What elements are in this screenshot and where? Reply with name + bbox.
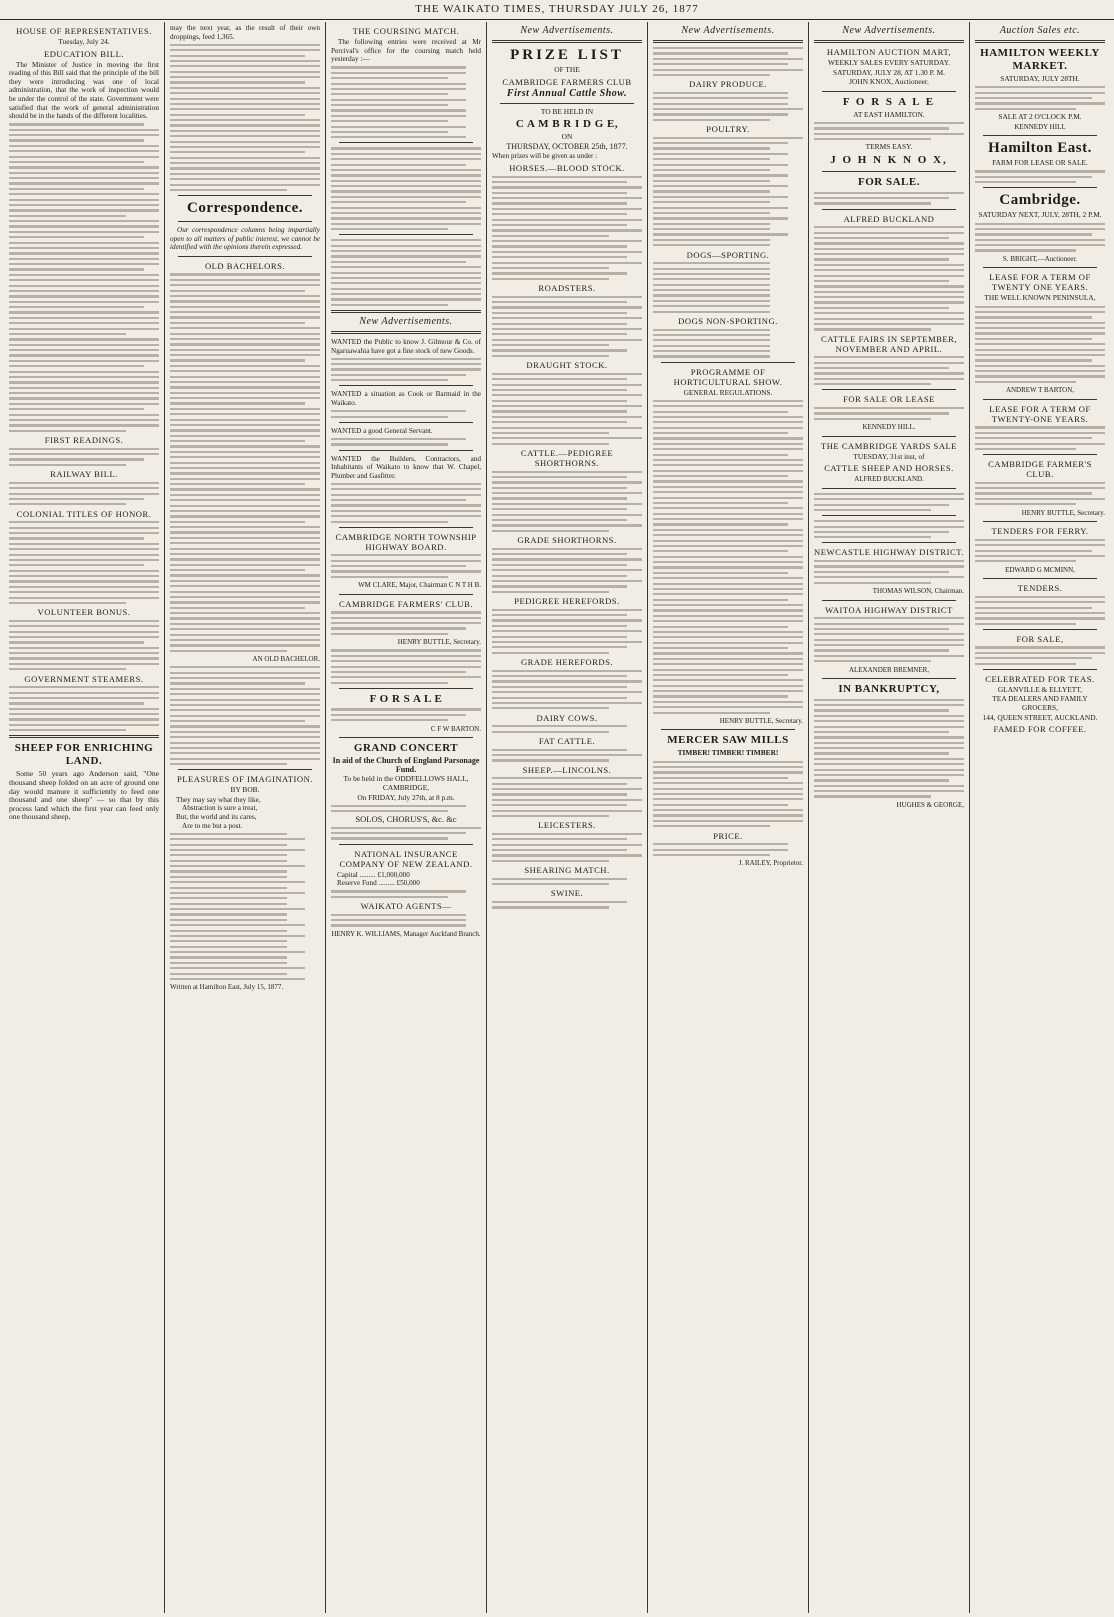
at-east-hamilton: AT EAST HAMILTON. (853, 109, 925, 119)
heading-newcastle: NEWCASTLE HIGHWAY DISTRICT. (814, 547, 964, 558)
concert-solos: SOLOS, CHORUS'S, &c. &c (355, 814, 457, 825)
heading-sale-or-lease: FOR SALE OR LEASE (843, 394, 935, 405)
column-3 (326, 22, 487, 1613)
heading-weekly-market: HAMILTON WEEKLY MARKET. (980, 47, 1100, 72)
column-4 (487, 22, 648, 1613)
column-2 (165, 22, 326, 1613)
advert: WANTED the Public to know J. Gilmour & Co. of Ngaruawahia have got a fine stock of new Goods. (331, 337, 481, 355)
to-be-held: TO BE HELD IN (540, 106, 594, 116)
class-heading: POULTRY. (706, 124, 750, 135)
verse-line: Abstraction is sure a treat, (182, 804, 258, 813)
signature: EDWARD G MCMINN, (1005, 565, 1075, 574)
signature: AN OLD BACHELOR. (252, 655, 320, 664)
sale-date: SATURDAY, JULY 28, AT 1.30 P. M. (833, 67, 945, 77)
signature: ALFRED BUCKLAND. (854, 475, 924, 484)
heading-railway-bill: RAILWAY BILL. (50, 469, 118, 480)
heading-teas: CELEBRATED FOR TEAS. (985, 673, 1095, 684)
class-heading: ROADSTERS. (538, 283, 596, 294)
class-heading: GRADE SHORTHORNS. (517, 535, 617, 546)
auctioneer-name: J O H N K N O X, (830, 154, 948, 167)
capital: Capital ......... £1,000,000 (337, 870, 410, 879)
column-5 (648, 22, 809, 1613)
editor-note: Our correspondence columns being impartially open to all matters of public interest, we cannot be identified with the opinions therein expressed. (170, 226, 320, 252)
masthead: THE WAIKATO TIMES, THURSDAY JULY 26, 1877 (0, 0, 1114, 20)
date-line: Tuesday, July 24. (58, 37, 110, 46)
heading-education-bill: EDUCATION BILL. (43, 48, 125, 59)
grocer-trade: TEA DEALERS AND FAMILY GROCERS, (992, 694, 1088, 712)
general-regulations: GENERAL REGULATIONS. (683, 387, 773, 397)
prizes-given: When prizes will be given as under : (492, 152, 598, 161)
class-heading: CATTLE.—PEDIGREE SHORTHORNS. (520, 448, 614, 468)
class-heading: DRAUGHT STOCK. (526, 360, 608, 371)
advert: WANTED the Builders, Contractors, and Inhabitants of Waikato to know that W. Chapel, Plumber and Gasfitter. (331, 454, 481, 480)
paragraph: Some 50 years ago Anderson said, "One thousand sheep folded on an acre of ground one day would manure it sufficiently to feed one thousand and one sheep" — so that by this process land which the first year can feed only one thousand sheep, (9, 769, 159, 822)
heading-volunteer: VOLUNTEER BONUS. (37, 607, 131, 618)
heading-sheep: SHEEP FOR ENRICHING LAND. (14, 742, 154, 768)
prize-list-title: PRIZE LIST (510, 47, 624, 63)
heading-ferry: TENDERS FOR FERRY. (991, 526, 1089, 537)
signature: J. RAILEY, Proprietor. (738, 859, 803, 868)
heading-farmers-club: CAMBRIDGE FARMERS' CLUB. (339, 598, 473, 609)
grocer-name: GLANVILLE & ELLYETT, (997, 684, 1083, 694)
heading-yards-sale: THE CAMBRIDGE YARDS SALE (820, 440, 958, 451)
signature: S. BRIGHT,—Auctioneer. (1002, 254, 1078, 263)
paragraph: The Minister of Justice in moving the first reading of this Bill said that the principle of the bill they were introducing was one of local administration, that the work of inspection would be under the control of the state. Government were satisfied that the work of general administration should be in the hands of the different localities. (9, 60, 159, 121)
class-heading: SHEARING MATCH. (524, 865, 610, 876)
signature: KENNEDY HILL (1014, 122, 1066, 131)
class-heading: DOGS NON-SPORTING. (678, 315, 778, 326)
class-heading: SWINE. (550, 888, 584, 899)
advert: WANTED a situation as Cook or Barmaid in the Waikato. (331, 390, 481, 407)
column-6 (809, 22, 970, 1613)
farm-for-lease: FARM FOR LEASE OR SALE. (992, 158, 1088, 168)
section-header: New Advertisements. (842, 25, 936, 36)
verse-line: They may say what they like, (176, 795, 261, 804)
class-heading: PEDIGREE HEREFORDS. (514, 596, 620, 607)
heading-horticultural: PROGRAMME OF HORTICULTURAL SHOW. (673, 366, 783, 387)
prize-list-show: First Annual Cattle Show. (506, 87, 628, 99)
advert: WANTED a good General Servant. (331, 426, 433, 435)
show-place: C A M B R I D G E, (515, 118, 619, 131)
class-heading: SHEEP.—LINCOLNS. (522, 764, 612, 775)
heading-waitoa: WAITOA HIGHWAY DISTRICT (825, 604, 953, 615)
heading-colonial-titles: COLONIAL TITLES OF HONOR. (16, 508, 152, 519)
signature: KENNEDY HILL. (862, 423, 916, 432)
sale-time: SALE AT 2 O'CLOCK P.M. (998, 112, 1082, 122)
weekly-sales: WEEKLY SALES EVERY SATURDAY. (828, 58, 950, 67)
prize-list-of: OF THE (554, 65, 580, 74)
heading-bankruptcy: IN BANKRUPTCY, (838, 683, 940, 696)
terms: TERMS EASY. (865, 142, 913, 152)
concert-venue: To be held in the ODDFELLOWS HALL, CAMBRIDGE, (343, 774, 469, 792)
byline: BY BOB. (230, 785, 260, 795)
concert-subtitle: In aid of the Church of England Parsonage Fund. (332, 756, 480, 774)
heading-mercer-saw-mills: MERCER SAW MILLS (667, 734, 789, 747)
heading-grand-concert: GRAND CONCERT (353, 742, 459, 755)
paragraph: The following entries were received at Mr Percival's office for the coursing match held yesterday :— (331, 38, 481, 64)
heading-house: HOUSE OF REPRESENTATIVES. (16, 26, 152, 36)
written-at: Written at Hamilton East, July 15, 1877. (170, 983, 284, 992)
heading-for-sale-2: FOR SALE. (858, 176, 920, 189)
column-1 (4, 22, 165, 1613)
price-heading: PRICE. (713, 830, 743, 841)
timber-line: TIMBER! TIMBER! TIMBER! (677, 748, 779, 758)
yards-date: TUESDAY, 31st inst, of (853, 451, 925, 461)
signature: HENRY BUTTLE, Secretary. (719, 716, 803, 725)
heading-cattle-fairs: CATTLE FAIRS IN SEPTEMBER, NOVEMBER AND APRIL. (820, 333, 958, 354)
grocer-address: 144, QUEEN STREET, AUCKLAND. (982, 712, 1098, 722)
class-heading: HORSES.—BLOOD STOCK. (509, 162, 625, 173)
signature: ANDREW T BARTON, (1005, 386, 1075, 395)
heading-first-readings: FIRST READINGS. (44, 435, 124, 446)
class-heading: LEICESTERS. (538, 820, 596, 831)
heading-coffee: FAMED FOR COFFEE. (993, 724, 1087, 735)
heading-old-bachelors: OLD BACHELORS. (204, 260, 286, 271)
signature: THOMAS WILSON, Chairman. (872, 586, 964, 595)
newspaper-page (4, 22, 1110, 1613)
heading-tenders: TENDERS. (1017, 583, 1063, 594)
class-heading: DAIRY PRODUCE. (689, 79, 767, 90)
heading-farmers-club: CAMBRIDGE FARMER'S CLUB. (988, 459, 1092, 480)
heading-auction-mart: HAMILTON AUCTION MART, (826, 47, 952, 57)
market-date: SATURDAY, JULY 28TH. (1000, 74, 1080, 83)
cambridge-date: SATURDAY NEXT, JULY, 28TH, 2 P.M. (978, 210, 1102, 220)
signature: HUGHES & GEORGE, (896, 800, 964, 809)
verse-line: Are to me but a post. (182, 821, 243, 830)
section-header: Auction Sales etc. (999, 25, 1081, 36)
signature: HENRY K. WILLIAMS, Manager Auckland Branch. (331, 929, 481, 938)
on-label: ON (561, 132, 573, 142)
signature: WM CLARE, Major, Chairman C N T H B. (358, 581, 481, 590)
signature: HENRY BUTTLE, Secretary. (1021, 508, 1105, 517)
yards-stock: CATTLE SHEEP AND HORSES. (824, 463, 954, 474)
class-heading: FAT CATTLE. (538, 735, 596, 746)
prize-list-club: CAMBRIDGE FARMERS CLUB (502, 76, 632, 87)
signature: C F W BARTON. (430, 724, 481, 733)
heading-hamilton-east: Hamilton East. (988, 140, 1092, 157)
heading-agents: WAIKATO AGENTS— (360, 901, 452, 912)
concert-date: On FRIDAY, July 27th, at 8 p.m. (357, 792, 455, 802)
heading-lease-2: LEASE FOR A TERM OF TWENTY-ONE YEARS. (989, 403, 1091, 424)
auctioneer: JOHN KNOX, Auctioneer. (849, 77, 929, 87)
section-header: New Advertisements. (681, 25, 775, 36)
heading-pleasures: PLEASURES OF IMAGINATION. (177, 774, 313, 785)
signature: ALEXANDER BREMNER, (848, 665, 930, 674)
heading-lease: LEASE FOR A TERM OF TWENTY ONE YEARS. (989, 272, 1091, 293)
column-7 (970, 22, 1110, 1613)
heading-coursing: THE COURSING MATCH. (352, 26, 460, 36)
class-heading: DAIRY COWS. (536, 712, 598, 723)
show-date: THURSDAY, OCTOBER 25th, 1877. (506, 141, 628, 151)
heading-alfred-buckland: ALFRED BUCKLAND (843, 213, 935, 224)
section-header: New Advertisements. (520, 25, 614, 36)
paragraph: may the next year, as the result of their own droppings, feed 1,365. (170, 24, 320, 41)
class-heading: GRADE HEREFORDS. (520, 657, 614, 668)
heading-insurance: NATIONAL INSURANCE COMPANY OF NEW ZEALAND. (339, 848, 473, 869)
verse-line: But, the world and its cares, (176, 813, 257, 821)
class-heading: DOGS—SPORTING. (686, 249, 770, 260)
heading-steamers: GOVERNMENT STEAMERS. (24, 673, 144, 684)
peninsula: THE WELL KNOWN PENINSULA, (984, 293, 1096, 303)
heading-for-sale: FOR SALE, (1016, 633, 1064, 644)
signature: HENRY BUTTLE, Secretary. (397, 638, 481, 647)
reserve-fund: Reserve Fund ......... £50,000 (337, 879, 420, 888)
heading-for-sale: F O R S A L E (842, 95, 936, 108)
heading-new-ads: New Advertisements. (359, 315, 453, 327)
heading-correspondence: Correspondence. (187, 200, 303, 217)
heading-highway-board: CAMBRIDGE NORTH TOWNSHIP HIGHWAY BOARD. (335, 531, 477, 552)
heading-for-sale: F O R S A L E (369, 692, 443, 705)
heading-cambridge: Cambridge. (999, 192, 1081, 209)
